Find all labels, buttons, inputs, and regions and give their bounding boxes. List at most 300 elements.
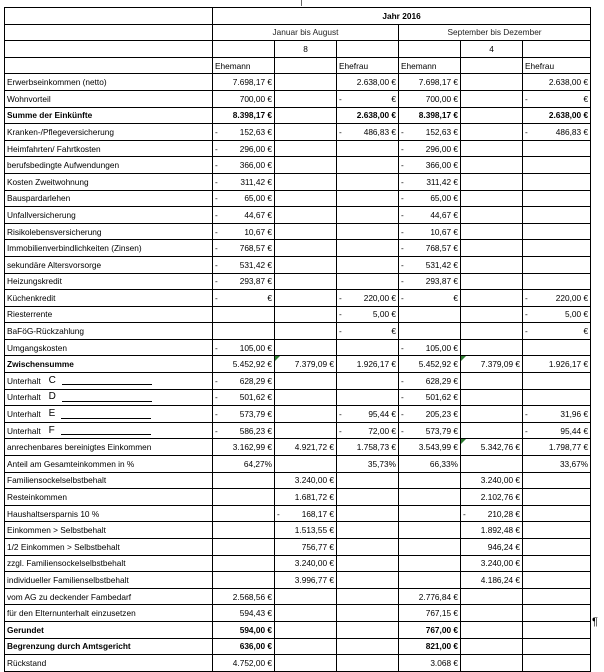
value-cell xyxy=(337,555,399,572)
value-amount: 220,00 € xyxy=(363,292,396,303)
months-empty-cell xyxy=(399,41,461,58)
value-sign: - xyxy=(215,425,218,436)
value-cell xyxy=(523,605,591,622)
value-cell xyxy=(399,74,461,91)
value-amount: 946,24 € xyxy=(487,541,520,552)
value-cell xyxy=(523,489,591,506)
value-amount: 3.240,00 € xyxy=(294,558,334,569)
value-cell xyxy=(461,588,523,605)
row-label-text: BaFöG-Rückzahlung xyxy=(7,326,85,337)
table-row xyxy=(5,190,591,207)
value-sign: - xyxy=(401,276,404,287)
row-label xyxy=(5,605,213,622)
value-cell xyxy=(213,107,275,124)
value-cell xyxy=(461,505,523,522)
value-cell xyxy=(213,638,275,655)
value-cell xyxy=(399,356,461,373)
table-row xyxy=(5,489,591,506)
row-label xyxy=(5,90,213,107)
value-cell xyxy=(337,539,399,556)
value-cell xyxy=(337,74,399,91)
value-sign: - xyxy=(525,409,528,420)
row-label-text: Unterhalt xyxy=(7,425,41,436)
value-amount: 3.996,77 € xyxy=(294,574,334,585)
value-cell xyxy=(523,323,591,340)
value-sign: - xyxy=(401,126,404,137)
table-row xyxy=(5,323,591,340)
row-label-text: sekundäre Altersvorsorge xyxy=(7,259,102,270)
value-cell xyxy=(337,157,399,174)
value-cell xyxy=(399,173,461,190)
table-row xyxy=(5,539,591,556)
row-label xyxy=(5,621,213,638)
row-label-text: Risikolebensversicherung xyxy=(7,226,102,237)
table-row xyxy=(5,290,591,307)
row-label xyxy=(5,472,213,489)
spreadsheet-table-wrapper xyxy=(4,7,591,672)
row-label xyxy=(5,124,213,141)
value-cell xyxy=(213,290,275,307)
value-cell xyxy=(275,306,337,323)
value-sign: - xyxy=(401,193,404,204)
value-cell xyxy=(461,522,523,539)
table-row xyxy=(5,90,591,107)
table-row xyxy=(5,588,591,605)
value-cell xyxy=(461,456,523,473)
value-cell xyxy=(461,74,523,91)
value-cell xyxy=(461,290,523,307)
value-cell xyxy=(461,389,523,406)
value-cell xyxy=(337,140,399,157)
value-cell xyxy=(337,439,399,456)
column-header-row xyxy=(5,57,591,74)
row-label-text: Resteinkommen xyxy=(7,492,67,503)
value-amount: 5,00 € xyxy=(372,309,396,320)
row-label-text: Wohnvorteil xyxy=(7,93,51,104)
value-amount: € xyxy=(391,93,396,104)
value-cell xyxy=(213,489,275,506)
value-cell xyxy=(399,439,461,456)
value-cell xyxy=(337,406,399,423)
value-amount: 65,00 € xyxy=(244,193,272,204)
value-cell xyxy=(337,323,399,340)
value-cell xyxy=(523,572,591,589)
value-cell xyxy=(337,190,399,207)
row-label-text: Haushaltsersparnis 10 % xyxy=(7,508,100,519)
value-amount: 636,00 € xyxy=(239,641,272,652)
row-label xyxy=(5,190,213,207)
row-letter: D xyxy=(48,391,56,403)
value-sign: - xyxy=(215,176,218,187)
value-cell xyxy=(523,256,591,273)
value-cell xyxy=(523,74,591,91)
value-cell xyxy=(399,124,461,141)
value-amount: 768,57 € xyxy=(239,243,272,254)
value-cell xyxy=(275,605,337,622)
value-amount: 3.240,00 € xyxy=(294,475,334,486)
value-sign: - xyxy=(401,226,404,237)
value-cell xyxy=(275,555,337,572)
value-cell xyxy=(275,489,337,506)
months-empty-cell xyxy=(523,41,591,58)
table-row xyxy=(5,572,591,589)
value-cell xyxy=(399,588,461,605)
value-cell xyxy=(523,406,591,423)
value-cell xyxy=(275,290,337,307)
formula-corner-marker xyxy=(461,439,466,444)
value-amount: 768,57 € xyxy=(425,243,458,254)
value-amount: 486,83 € xyxy=(363,126,396,137)
underline-decoration xyxy=(61,426,151,435)
value-amount: 1.798,77 € xyxy=(548,442,589,453)
row-label-text: vom AG zu deckender Fambedarf xyxy=(7,591,132,602)
value-cell xyxy=(461,90,523,107)
period-2-months: 4 xyxy=(461,41,523,58)
value-cell xyxy=(213,605,275,622)
row-label xyxy=(5,489,213,506)
value-cell xyxy=(523,157,591,174)
row-label-text: Heimfahrten/ Fahrtkosten xyxy=(7,143,101,154)
value-cell xyxy=(213,157,275,174)
value-cell xyxy=(275,572,337,589)
value-amount: 95,44 € xyxy=(560,425,589,436)
row-label-text: für den Elternunterhalt einzusetzen xyxy=(7,608,136,619)
row-label-text: Unterhalt xyxy=(7,409,41,420)
row-label-text: anrechenbares bereinigtes Einkommen xyxy=(7,442,152,453)
value-sign: - xyxy=(215,126,218,137)
value-cell xyxy=(337,256,399,273)
value-cell xyxy=(399,605,461,622)
income-calculation-table xyxy=(4,7,591,672)
value-cell xyxy=(461,256,523,273)
col-header-empty-2 xyxy=(461,57,523,74)
value-cell xyxy=(523,240,591,257)
value-amount: 2.638,00 € xyxy=(356,77,396,88)
value-amount: 586,23 € xyxy=(239,425,272,436)
row-label-text: Umgangskosten xyxy=(7,342,67,353)
value-cell xyxy=(399,572,461,589)
table-row xyxy=(5,422,591,439)
value-cell xyxy=(213,588,275,605)
value-cell xyxy=(275,173,337,190)
value-sign: - xyxy=(401,392,404,403)
value-cell xyxy=(275,373,337,390)
value-cell xyxy=(275,74,337,91)
value-cell xyxy=(523,522,591,539)
value-cell xyxy=(337,107,399,124)
value-cell xyxy=(461,157,523,174)
table-row xyxy=(5,339,591,356)
value-amount: 501,62 € xyxy=(425,392,458,403)
value-amount: 205,23 € xyxy=(425,409,458,420)
value-sign: - xyxy=(339,93,342,104)
value-cell xyxy=(337,306,399,323)
value-cell xyxy=(275,621,337,638)
value-amount: 2.638,00 € xyxy=(548,77,589,88)
value-cell xyxy=(337,522,399,539)
value-cell xyxy=(337,290,399,307)
value-sign: - xyxy=(215,259,218,270)
value-cell xyxy=(275,124,337,141)
value-cell xyxy=(213,90,275,107)
value-cell xyxy=(399,140,461,157)
value-cell xyxy=(399,306,461,323)
row-label xyxy=(5,173,213,190)
table-row xyxy=(5,472,591,489)
value-amount: 168,17 € xyxy=(301,508,334,519)
value-sign: - xyxy=(215,193,218,204)
value-amount: 4.186,24 € xyxy=(480,574,520,585)
value-amount: 628,29 € xyxy=(425,375,458,386)
value-sign: - xyxy=(215,392,218,403)
value-amount: 767,00 € xyxy=(425,624,458,635)
value-cell xyxy=(461,223,523,240)
value-cell xyxy=(399,240,461,257)
value-cell xyxy=(399,389,461,406)
row-label xyxy=(5,406,213,423)
value-cell xyxy=(523,389,591,406)
value-sign: - xyxy=(525,126,528,137)
value-sign: - xyxy=(525,309,528,320)
table-row xyxy=(5,406,591,423)
value-amount: 210,28 € xyxy=(487,508,520,519)
row-label-text: Einkommen > Selbstbehalt xyxy=(7,525,106,536)
value-sign: - xyxy=(401,143,404,154)
value-cell xyxy=(337,90,399,107)
value-cell xyxy=(337,339,399,356)
value-cell xyxy=(399,539,461,556)
value-cell xyxy=(275,339,337,356)
value-cell xyxy=(275,190,337,207)
value-cell xyxy=(523,638,591,655)
value-cell xyxy=(523,373,591,390)
value-cell xyxy=(337,456,399,473)
row-label-text: Summe der Einkünfte xyxy=(7,110,93,121)
value-cell xyxy=(461,621,523,638)
period-1-label: Januar bis August xyxy=(213,24,399,41)
table-row xyxy=(5,389,591,406)
row-label xyxy=(5,572,213,589)
value-sign: - xyxy=(215,226,218,237)
value-cell xyxy=(523,588,591,605)
value-amount: 4.921,72 € xyxy=(294,442,334,453)
value-cell xyxy=(523,456,591,473)
value-cell xyxy=(399,207,461,224)
value-cell xyxy=(461,356,523,373)
row-label xyxy=(5,555,213,572)
value-cell xyxy=(275,522,337,539)
value-sign: - xyxy=(401,375,404,386)
row-label-text: Begrenzung durch Amtsgericht xyxy=(7,641,131,652)
value-cell xyxy=(399,323,461,340)
value-cell xyxy=(523,439,591,456)
table-row xyxy=(5,173,591,190)
value-cell xyxy=(461,539,523,556)
value-sign: - xyxy=(401,342,404,353)
value-cell xyxy=(337,124,399,141)
value-amount: 756,77 € xyxy=(301,541,334,552)
value-cell xyxy=(399,489,461,506)
row-label-text: 1/2 Einkommen > Selbstbehalt xyxy=(7,541,120,552)
value-sign: - xyxy=(339,425,342,436)
value-sign: - xyxy=(401,409,404,420)
value-amount: 700,00 € xyxy=(425,93,458,104)
value-cell xyxy=(461,572,523,589)
value-cell xyxy=(275,406,337,423)
value-amount: 594,00 € xyxy=(239,624,272,635)
table-row xyxy=(5,373,591,390)
table-row xyxy=(5,605,591,622)
value-amount: 44,67 € xyxy=(430,209,458,220)
value-amount: € xyxy=(583,326,589,337)
value-amount: 3.162,99 € xyxy=(232,442,272,453)
row-letter: E xyxy=(48,408,56,420)
value-sign: - xyxy=(401,425,404,436)
value-amount: 311,42 € xyxy=(240,176,272,187)
row-label xyxy=(5,207,213,224)
value-cell xyxy=(213,223,275,240)
value-cell xyxy=(275,90,337,107)
value-cell xyxy=(213,273,275,290)
value-cell xyxy=(213,339,275,356)
value-amount: 72,00 € xyxy=(368,425,396,436)
value-cell xyxy=(337,223,399,240)
table-row xyxy=(5,74,591,91)
value-cell xyxy=(337,638,399,655)
formula-corner-marker xyxy=(275,356,280,361)
value-cell xyxy=(523,107,591,124)
value-sign: - xyxy=(339,326,342,337)
row-label-text: Kranken-/Pflegeversicherung xyxy=(7,126,114,137)
row-label xyxy=(5,157,213,174)
value-amount: 7.379,09 € xyxy=(480,359,520,370)
row-label-text: Unterhalt xyxy=(7,375,41,386)
value-amount: 7.698,17 € xyxy=(418,77,458,88)
value-amount: 31,96 € xyxy=(560,409,589,420)
value-sign: - xyxy=(525,93,528,104)
value-amount: € xyxy=(583,93,589,104)
value-cell xyxy=(213,572,275,589)
value-cell xyxy=(461,124,523,141)
value-cell xyxy=(461,140,523,157)
value-cell xyxy=(213,406,275,423)
value-cell xyxy=(337,173,399,190)
value-cell xyxy=(399,190,461,207)
value-cell xyxy=(213,389,275,406)
period-1-months: 8 xyxy=(275,41,337,58)
value-cell xyxy=(461,373,523,390)
row-label xyxy=(5,522,213,539)
value-cell xyxy=(275,207,337,224)
row-label xyxy=(5,439,213,456)
row-label-text: Riesterrente xyxy=(7,309,53,320)
value-cell xyxy=(275,323,337,340)
value-cell xyxy=(461,638,523,655)
value-sign: - xyxy=(401,176,404,187)
value-cell xyxy=(275,140,337,157)
ruler-tick xyxy=(301,0,302,6)
value-amount: 311,42 € xyxy=(426,176,458,187)
value-amount: € xyxy=(267,292,272,303)
row-label xyxy=(5,539,213,556)
value-amount: 65,00 € xyxy=(430,193,458,204)
row-label xyxy=(5,306,213,323)
row-label-text: Gerundet xyxy=(7,624,44,635)
table-row xyxy=(5,638,591,655)
row-label xyxy=(5,240,213,257)
row-label xyxy=(5,356,213,373)
row-label-text: Küchenkredit xyxy=(7,292,56,303)
row-label xyxy=(5,273,213,290)
value-sign: - xyxy=(339,409,342,420)
value-cell xyxy=(337,422,399,439)
value-cell xyxy=(399,422,461,439)
row-label xyxy=(5,323,213,340)
value-sign: - xyxy=(215,209,218,220)
table-row xyxy=(5,107,591,124)
value-cell xyxy=(337,472,399,489)
row-label-text: Unfallversicherung xyxy=(7,209,76,220)
value-cell xyxy=(523,124,591,141)
value-amount: 573,79 € xyxy=(239,409,272,420)
value-sign: - xyxy=(401,160,404,171)
value-cell xyxy=(523,290,591,307)
value-cell xyxy=(213,373,275,390)
value-amount: 5.342,76 € xyxy=(480,442,520,453)
value-cell xyxy=(399,638,461,655)
col-header-ehefrau-1: Ehefrau xyxy=(337,57,399,74)
value-cell xyxy=(399,107,461,124)
col-header-empty-1 xyxy=(275,57,337,74)
period-row-empty-cell xyxy=(5,24,213,41)
value-cell xyxy=(275,588,337,605)
value-cell xyxy=(523,555,591,572)
months-row-empty-cell xyxy=(5,41,213,58)
value-amount: 293,87 € xyxy=(239,276,272,287)
value-amount: 5.452,92 € xyxy=(232,359,272,370)
underline-decoration xyxy=(62,376,152,385)
value-amount: 2.776,84 € xyxy=(418,591,458,602)
value-cell xyxy=(399,555,461,572)
value-cell xyxy=(213,207,275,224)
row-label-text: Erwerbseinkommen (netto) xyxy=(7,77,107,88)
value-cell xyxy=(275,505,337,522)
table-row xyxy=(5,555,591,572)
row-label xyxy=(5,223,213,240)
value-cell xyxy=(337,373,399,390)
underline-decoration xyxy=(61,410,151,419)
row-label xyxy=(5,638,213,655)
value-sign: - xyxy=(525,292,528,303)
value-cell xyxy=(275,240,337,257)
value-amount: 5.452,92 € xyxy=(418,359,458,370)
period-2-label: September bis Dezember xyxy=(399,24,591,41)
value-cell xyxy=(399,339,461,356)
row-label xyxy=(5,422,213,439)
value-cell xyxy=(213,190,275,207)
table-row xyxy=(5,140,591,157)
row-letter: C xyxy=(48,374,56,386)
title-row xyxy=(5,8,591,25)
table-row xyxy=(5,273,591,290)
value-cell xyxy=(213,439,275,456)
value-cell xyxy=(523,655,591,672)
value-cell xyxy=(399,157,461,174)
months-row xyxy=(5,41,591,58)
value-cell xyxy=(523,472,591,489)
value-amount: 152,63 € xyxy=(425,126,458,137)
value-sign: - xyxy=(401,292,404,303)
